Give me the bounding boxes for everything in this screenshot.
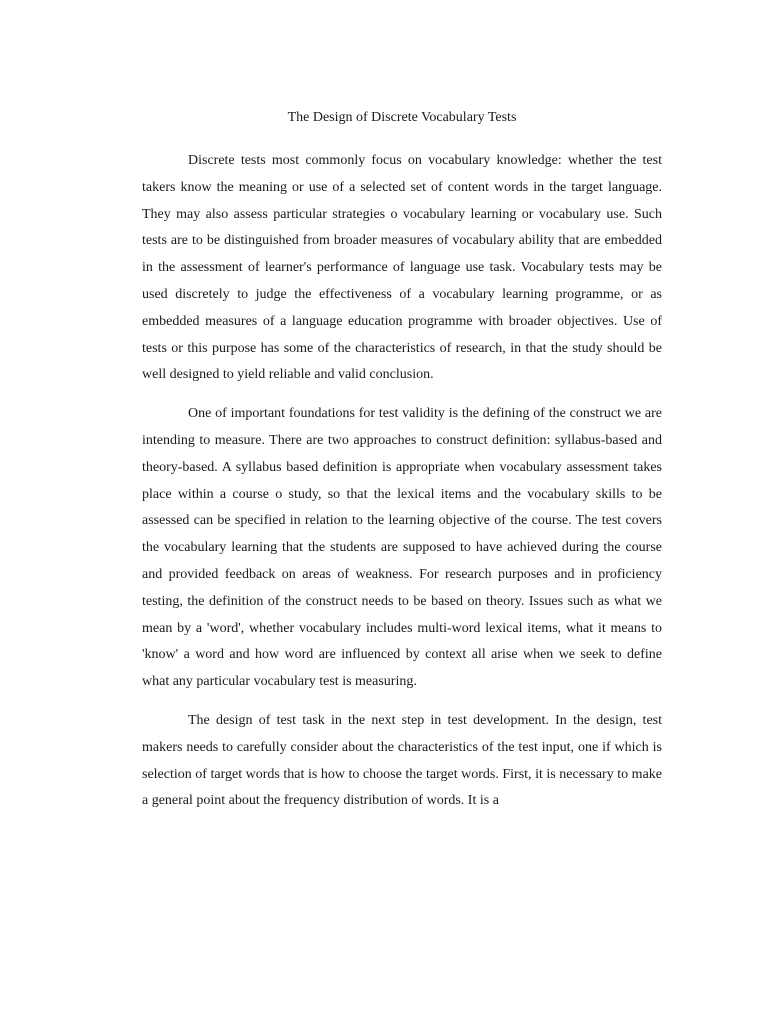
paragraph-1: Discrete tests most commonly focus on vocabulary knowledge: whether the test takers know the meaning or use of a selected set of content words in the target language. They may also assess particular strategies o vocabulary learning or vocabulary use. Such tests are to be distinguished from broader measures of vocabulary ability that are embedded in the assessment of learner's performance of language use task. Vocabulary tests may be used discretely to judge the effectiveness of a vocabulary learning programme, or as embedded measures of a language education programme with broader objectives. Use of tests or this purpose has some of the characteristics of research, in that the study should be well designed to yield reliable and valid conclusion. (142, 153, 662, 383)
paragraph-2: One of important foundations for test validity is the defining of the construct we are intending to measure. There are two approaches to construct definition: syllabus-based and theory-based. A syllabus based definition is appropriate when vocabulary assessment takes place within a course o study, so that the lexical items and the vocabulary skills to be assessed can be specified in relation to the learning objective of the course. The test covers the vocabulary learning that the students are supposed to have achieved during the course and provided feedback on areas of weakness. For research purposes and in proficiency testing, the definition of the construct needs to be based on theory. Issues such as what we mean by a 'word', whether vocabulary includes multi-word lexical items, what it means to 'know' a word and how word are influenced by context all arise when we seek to define what any particular vocabulary test is measuring. (142, 406, 662, 690)
document-title: The Design of Discrete Vocabulary Tests (287, 110, 517, 125)
paragraph-3: The design of test task in the next step in test development. In the design, test makers needs to carefully consider about the characteristics of the test input, one if which is selection of target words that is how to choose the target words. First, it is necessary to make a general point about the frequency distribution of words. It is a (142, 712, 662, 809)
document-body (142, 108, 662, 827)
